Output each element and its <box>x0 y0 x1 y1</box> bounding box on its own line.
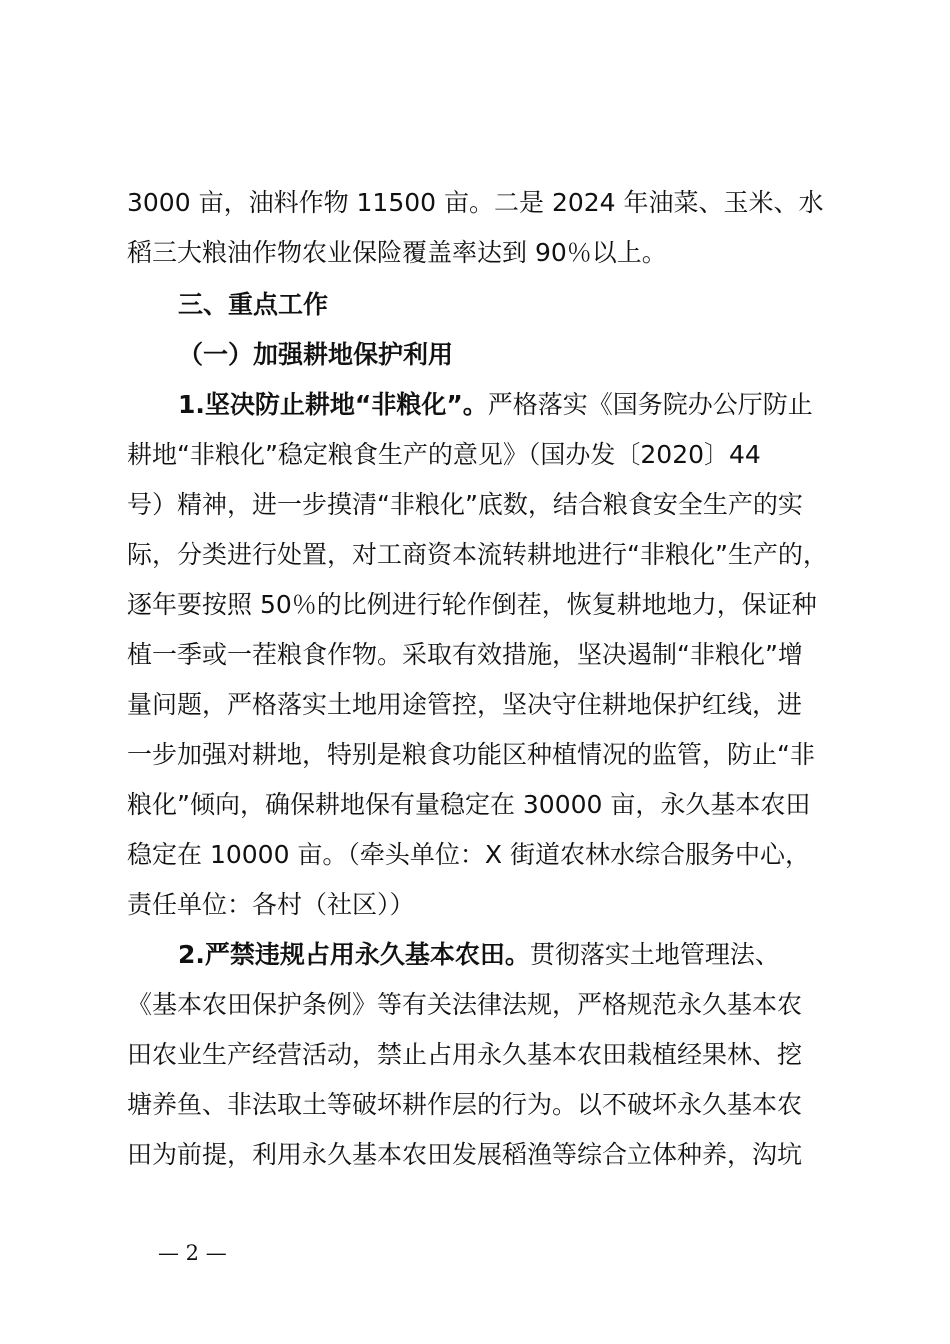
body-line-19: 塘养鱼、非法取土等破坏耕作层的行为。以不破坏永久基本农 <box>127 1090 803 1119</box>
body-line-15: 责任单位：各村（社区）） <box>127 890 415 919</box>
page-number: — 2 — <box>158 1241 227 1265</box>
body-line-1: 3000 亩，油料作物 11500 亩。二是 2024 年油菜、玉米、水 <box>127 188 824 217</box>
body-line-5 <box>178 390 813 420</box>
subsection-heading: （一）加强耕地保护利用 <box>178 340 454 369</box>
body-line-17: 《基本农田保护条例》等有关法律法规，严格规范永久基本农 <box>127 990 803 1019</box>
body-line-12: 一步加强对耕地，特别是粮食功能区种植情况的监管，防止“非 <box>127 740 815 769</box>
body-line-18: 田农业生产经营活动，禁止占用永久基本农田栽植经果林、挖 <box>127 1040 803 1069</box>
body-line-8: 际，分类进行处置，对工商资本流转耕地进行“非粮化”生产的， <box>127 540 828 569</box>
body-line-13: 粮化”倾向，确保耕地保有量稳定在 30000 亩，永久基本农田 <box>127 790 811 819</box>
section-heading: 三、重点工作 <box>178 290 329 319</box>
body-line-11: 量问题，严格落实土地用途管控，坚决守住耕地保护红线，进 <box>127 690 803 719</box>
body-line-10: 植一季或一茬粮食作物。采取有效措施，坚决遏制“非粮化”增 <box>127 640 803 669</box>
body-line-16 <box>178 940 780 970</box>
body-line-14: 稳定在 10000 亩。（牵头单位：X 街道农林水综合服务中心， <box>127 840 810 869</box>
body-line-20: 田为前提，利用永久基本农田发展稻渔等综合立体种养，沟坑 <box>127 1140 803 1169</box>
body-line-9: 逐年要按照 50％的比例进行轮作倒茬，恢复耕地地力，保证种 <box>127 590 817 619</box>
body-line-2: 稻三大粮油作物农业保险覆盖率达到 90％以上。 <box>127 238 667 267</box>
body-line-7: 号）精神，进一步摸清“非粮化”底数，结合粮食安全生产的实 <box>127 490 803 519</box>
body-line-6: 耕地“非粮化”稳定粮食生产的意见》（国办发〔2020〕44 <box>127 440 761 469</box>
item-2-text: 贯彻落实土地管理法、 <box>529 940 780 969</box>
item-1-title: 1.坚决防止耕地“非粮化”。 <box>178 390 488 419</box>
item-1-text: 严格落实《国务院办公厅防止 <box>487 390 813 419</box>
item-2-title: 2.严禁违规占用永久基本农田。 <box>178 940 530 969</box>
